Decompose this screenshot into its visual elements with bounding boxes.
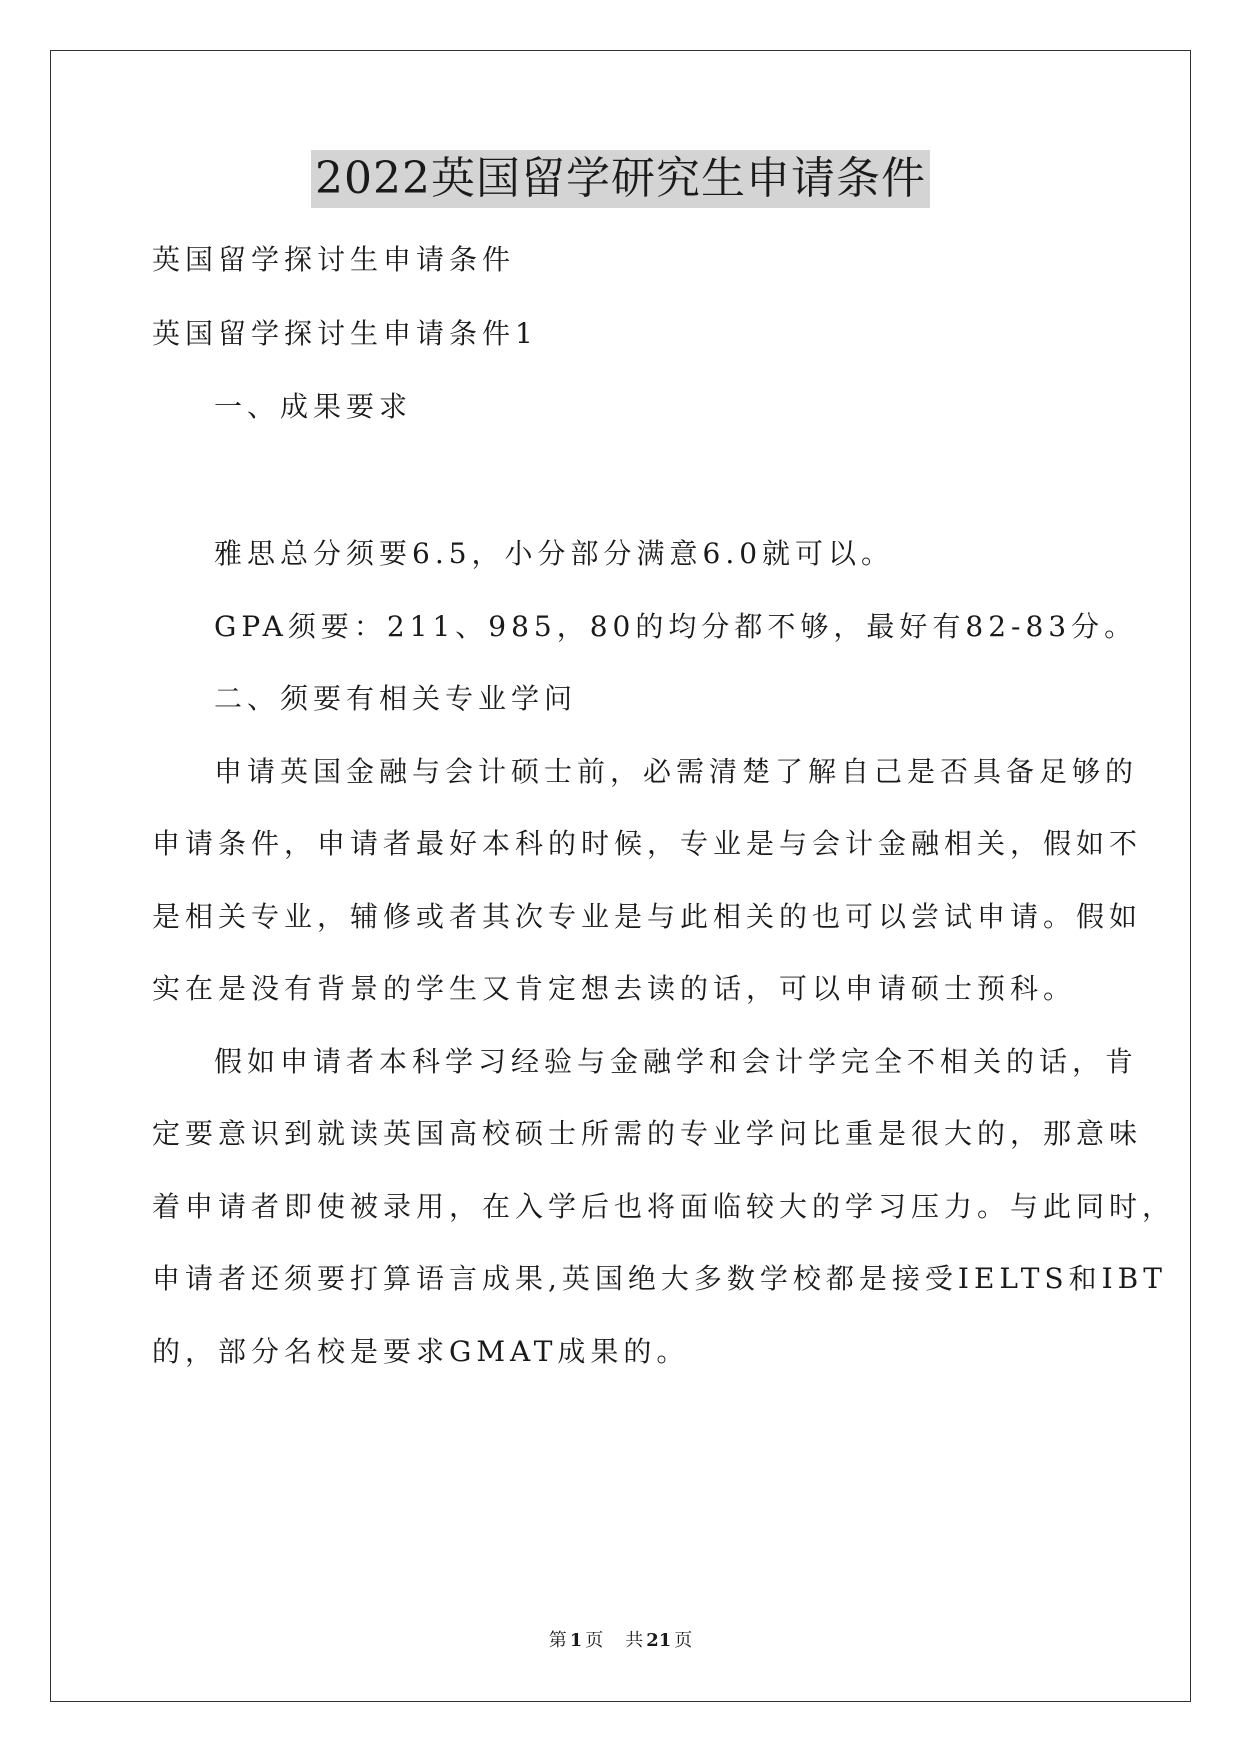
paragraph-line: 申请条件，申请者最好本科的时候，专业是与会计金融相关，假如不 bbox=[152, 827, 1143, 860]
page-prefix: 第 bbox=[548, 1630, 567, 1651]
section-heading: 二、须要有相关专业学问 bbox=[214, 682, 578, 715]
paragraph-line: 假如申请者本科学习经验与金融学和会计学完全不相关的话，肯 bbox=[214, 1045, 1139, 1078]
paragraph-line: GPA须要：211、985，80的均分都不够，最好有82-83分。 bbox=[214, 610, 1138, 643]
page-footer bbox=[0, 1630, 1241, 1652]
title-container bbox=[0, 150, 1241, 208]
page-border bbox=[50, 50, 1191, 1702]
total-suffix: 页 bbox=[674, 1630, 693, 1651]
page-suffix: 页 bbox=[585, 1630, 604, 1651]
paragraph-line: 的，部分名校是要求GMAT成果的。 bbox=[152, 1335, 690, 1368]
paragraph-line: 着申请者即使被录用，在入学后也将面临较大的学习压力。与此同时， bbox=[152, 1190, 1176, 1223]
section-heading: 一、成果要求 bbox=[214, 390, 413, 423]
page-number: 1 bbox=[569, 1630, 583, 1651]
document-title: 2022英国留学研究生申请条件 bbox=[311, 150, 930, 208]
paragraph-line: 是相关专业，辅修或者其次专业是与此相关的也可以尝试申请。假如 bbox=[152, 900, 1143, 933]
paragraph-line: 实在是没有背景的学生又肯定想去读的话，可以申请硕士预科。 bbox=[152, 972, 1077, 1005]
paragraph-line: 雅思总分须要6.5，小分部分满意6.0就可以。 bbox=[214, 537, 895, 570]
paragraph-line: 定要意识到就读英国高校硕士所需的专业学问比重是很大的，那意味 bbox=[152, 1117, 1143, 1150]
subtitle-line: 英国留学探讨生申请条件 bbox=[152, 243, 516, 276]
subtitle-line: 英国留学探讨生申请条件1 bbox=[152, 317, 538, 350]
paragraph-line: 申请者还须要打算语言成果,英国绝大多数学校都是接受IELTS和IBT bbox=[152, 1262, 1167, 1295]
paragraph-line: 申请英国金融与会计硕士前，必需清楚了解自己是否具备足够的 bbox=[214, 755, 1139, 788]
page-total: 21 bbox=[646, 1630, 672, 1651]
total-prefix: 共 bbox=[625, 1630, 644, 1651]
